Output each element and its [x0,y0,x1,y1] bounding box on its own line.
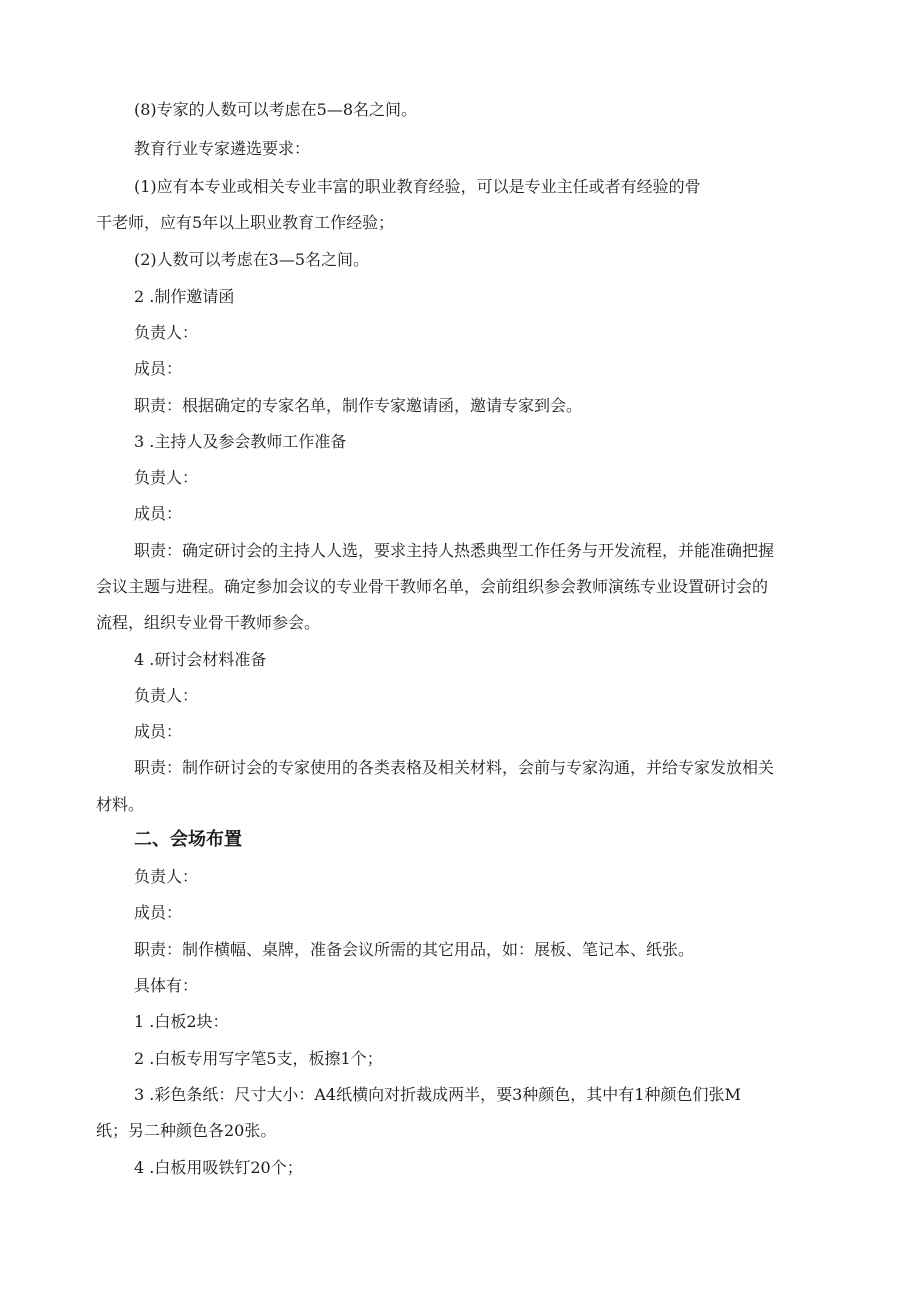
text-line: 成员： [134,722,183,741]
chapter-heading: 二、会场布置 [134,829,242,850]
text-line: 干老师，应有5年以上职业教育工作经验； [96,213,395,232]
text-line: 职责：确定研讨会的主持人人选，要求主持人热悉典型工作任务与开发流程，并能准确把握 [134,541,775,560]
list-item: 4 .白板用吸铁钉20个； [134,1158,303,1177]
text-line: 流程，组织专业骨干教师参会。 [96,613,321,632]
text-line: 负责人： [134,323,199,342]
text-line: (8)专家的人数可以考虑在5—8名之间。 [134,100,418,119]
text-line: 成员： [134,903,183,922]
text-line: 职责：制作横幅、桌牌，准备会议所需的其它用品，如：展板、笔记本、纸张。 [134,940,695,959]
text-line: (2)人数可以考虑在3—5名之间。 [134,250,370,269]
text-line: 纸；另二种颜色各20张。 [96,1121,277,1140]
list-item: 1 .白板2块： [134,1012,229,1031]
text-line: 具体有： [134,976,199,995]
text-line: 负责人： [134,867,199,886]
text-line: 教育行业专家遴选要求： [134,139,311,158]
text-line: (1)应有本专业或相关专业丰富的职业教育经验，可以是专业主任或者有经验的骨 [134,177,701,196]
text-line: 材料。 [96,795,145,814]
text-line: 负责人： [134,468,199,487]
text-line: 成员： [134,504,183,523]
section-heading: 4 .研讨会材料准备 [134,650,267,669]
list-item: 2 .白板专用写字笔5支，板擦1个； [134,1049,383,1068]
text-line: 职责：制作研讨会的专家使用的各类表格及相关材料，会前与专家沟通，并给专家发放相关 [134,758,775,777]
section-heading: 2 .制作邀请函 [134,287,235,306]
section-heading: 3 .主持人及参会教师工作准备 [134,432,347,451]
text-line: 负责人： [134,686,199,705]
text-line: 会议主题与进程。确定参加会议的专业骨干教师名单，会前组织参会教师演练专业设置研讨会的 [96,577,769,596]
text-line: 职责：根据确定的专家名单，制作专家邀请函，邀请专家到会。 [134,396,583,415]
text-line: 成员： [134,359,183,378]
list-item: 3 .彩色条纸：尺寸大小：A4纸横向对折裁成两半，要3种颜色，其中有1种颜色们张M [134,1085,741,1104]
